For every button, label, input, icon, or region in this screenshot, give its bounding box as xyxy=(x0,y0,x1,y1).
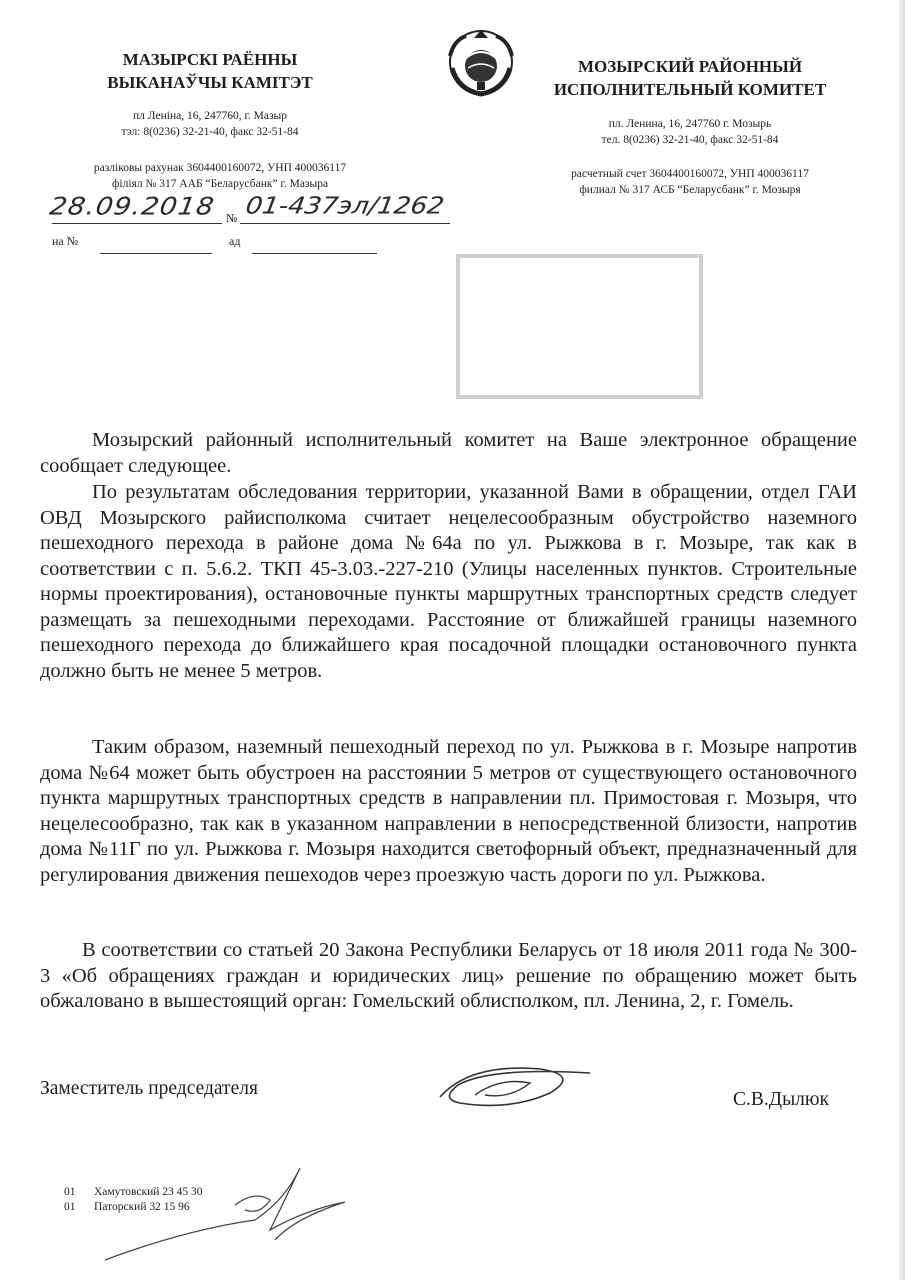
paragraph-1: Мозырский районный исполнительный комитет на Ваше электронное обращение сообщает следующее. xyxy=(40,429,857,477)
signatory-title: Заместитель председателя xyxy=(40,1078,258,1099)
from-line xyxy=(252,253,377,254)
bank-ru-line2: филиал № 317 АСБ “Беларусбанк” г. Мозыря xyxy=(579,184,801,196)
org-name-ru-line1: МОЗЫРСКИЙ РАЙОННЫЙ xyxy=(577,57,803,76)
org-name-belarusian xyxy=(60,48,360,94)
org-name-by-line1: МАЗЫРСКІ РАЁННЫ xyxy=(122,50,298,69)
handwritten-signature xyxy=(430,1055,600,1115)
state-emblem-icon xyxy=(444,28,518,98)
bank-ru-line1: расчетный счет 3604400160072, УНП 400036117 xyxy=(571,168,809,180)
from-label: ад xyxy=(229,234,241,248)
bank-details-russian xyxy=(525,166,855,198)
outgoing-date: 28.09.2018 xyxy=(47,193,217,221)
date-underline xyxy=(52,223,222,224)
reference-label: на № xyxy=(52,234,79,248)
paragraph-3: Таким образом, наземный пешеходный переход по ул. Рыжкова в г. Мозыре напротив дома №64 может быть обустроен на расстоянии 5 метров от существующего остановочного пункта маршрутных транспортных средств в направлении пл. Примостовая г. Мозыря, что нецелесообразно, так как в указанном направлении в непосредственной близости, напротив дома №11Г по ул. Рыжкова г. Мозыря находится светофорный объект, предназначенный для регулирования движения пешеходов через проезжую часть дороги по ул. Рыжкова. xyxy=(40,736,857,886)
org-name-russian xyxy=(525,55,855,101)
bank-details-belarusian xyxy=(60,160,380,192)
executor-signature xyxy=(95,1160,375,1270)
paragraph-4: В соответствии со статьей 20 Закона Республики Беларусь от 18 июля 2011 года № 300-3 «Об обращениях граждан и юридических лиц» решение по обращению может быть обжаловано в вышестоящий орган: Гомельский облисполком, пл. Ленина, 2, г. Гомель. xyxy=(40,939,857,1012)
phone-by: тэл: 8(0236) 32-21-40, факс 32-51-84 xyxy=(121,126,299,138)
address-ru: пл. Ленина, 16, 247760 г. Мозырь xyxy=(608,118,772,130)
address-by: пл Леніна, 16, 247760, г. Мазыр xyxy=(133,110,287,122)
org-name-by-line2: ВЫКАНАЎЧЫ КАМІТЭТ xyxy=(107,73,313,92)
executor-text: Хамутовский 23 45 30 xyxy=(94,1186,203,1198)
bank-by-line2: філіял № 317 ААБ “Беларусбанк” г. Мазыра xyxy=(111,178,329,190)
scan-edge xyxy=(899,0,905,1280)
address-belarusian xyxy=(60,108,360,140)
paragraph-2: По результатам обследования территории, указанной Вами в обращении, отдел ГАИ ОВД Мозырского райисполкома считает нецелесообразным обустройство наземного пешеходного перехода в районе дома №64а по ул. Рыжкова в г. Мозыре, так как в соответствии с п. 5.6.2. ТКП 45-3.03.-227-210 (Улицы населенных пунктов. Строительные нормы проектирования), остановочные пункты маршрутных транспортных средств следует размещать за пешеходными переходами. Расстояние от ближайшей границы наземного пешеходного перехода до ближайшего края посадочной площадки остановочного пункта должно быть не менее 5 метров. xyxy=(40,481,857,682)
outgoing-number: 01-437эл/1262 xyxy=(243,193,446,220)
address-russian xyxy=(530,116,850,148)
executor-text: Паторский 32 15 96 xyxy=(94,1201,190,1213)
number-label: № xyxy=(226,211,238,225)
org-name-ru-line2: ИСПОЛНИТЕЛЬНЫЙ КОМИТЕТ xyxy=(553,80,827,99)
redacted-recipient-box xyxy=(456,254,703,399)
phone-ru: тел. 8(0236) 32-21-40, факс 32-51-84 xyxy=(601,134,779,146)
bank-by-line1: разлiковы рахунак 3604400160072, УНП 400036117 xyxy=(93,162,347,174)
executor-code: 01 xyxy=(64,1186,76,1198)
signatory-name: С.В.Дылюк xyxy=(733,1089,829,1110)
executor-code: 01 xyxy=(64,1201,76,1213)
number-underline xyxy=(240,223,450,224)
reference-line xyxy=(100,253,212,254)
